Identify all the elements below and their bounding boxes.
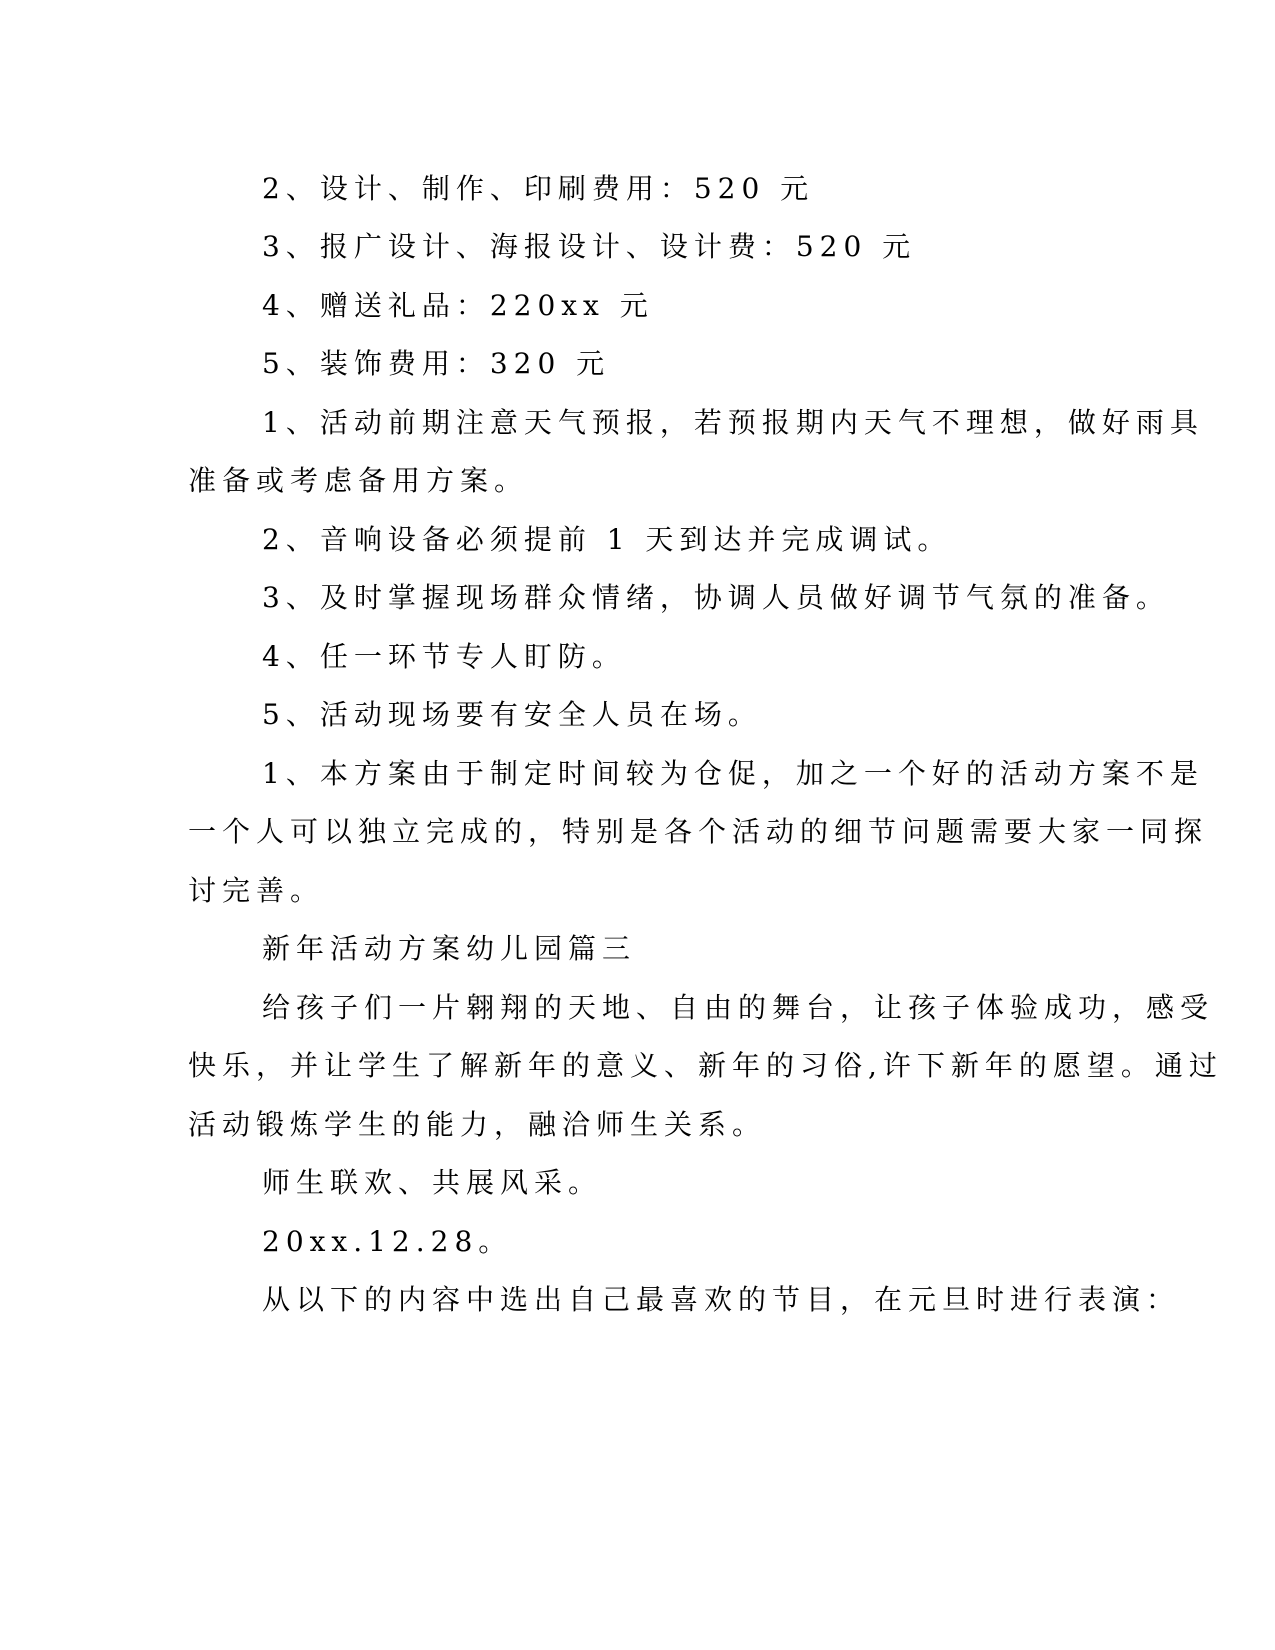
budget-item-poster-design: 3、报广设计、海报设计、设计费：520 元 [262, 230, 917, 263]
budget-item-design-printing: 2、设计、制作、印刷费用：520 元 [262, 172, 815, 205]
section-heading: 新年活动方案幼儿园篇三 [262, 932, 637, 965]
purpose-line-3: 活动锻炼学生的能力，融洽师生关系。 [188, 1108, 767, 1141]
note-audio-equipment: 2、音响设备必须提前 1 天到达并完成调试。 [262, 523, 952, 556]
activity-theme: 师生联欢、共展风采。 [262, 1166, 603, 1199]
activity-content-intro: 从以下的内容中选出自己最喜欢的节目，在元旦时进行表演： [262, 1283, 1181, 1316]
note-dedicated-staff: 4、任一环节专人盯防。 [262, 640, 626, 673]
budget-item-decoration: 5、装饰费用：320 元 [262, 347, 611, 380]
note-weather-line-2: 准备或考虑备用方案。 [188, 464, 529, 497]
purpose-line-1: 给孩子们一片翱翔的天地、自由的舞台，让孩子体验成功，感受 [262, 991, 1215, 1024]
note-crowd-mood: 3、及时掌握现场群众情绪，协调人员做好调节气氛的准备。 [262, 581, 1170, 614]
note-weather-line-1: 1、活动前期注意天气预报，若预报期内天气不理想，做好雨具 [262, 406, 1204, 439]
remark-line-2: 一个人可以独立完成的，特别是各个活动的细节问题需要大家一同探 [188, 815, 1209, 848]
note-safety-staff: 5、活动现场要有安全人员在场。 [262, 698, 762, 731]
remark-line-3: 讨完善。 [188, 874, 325, 907]
activity-date: 20xx.12.28。 [262, 1225, 513, 1258]
budget-item-gifts: 4、赠送礼品：220xx 元 [262, 289, 654, 322]
remark-line-1: 1、本方案由于制定时间较为仓促，加之一个好的活动方案不是 [262, 757, 1204, 790]
purpose-line-2: 快乐，并让学生了解新年的意义、新年的习俗,许下新年的愿望。通过 [188, 1049, 1223, 1082]
